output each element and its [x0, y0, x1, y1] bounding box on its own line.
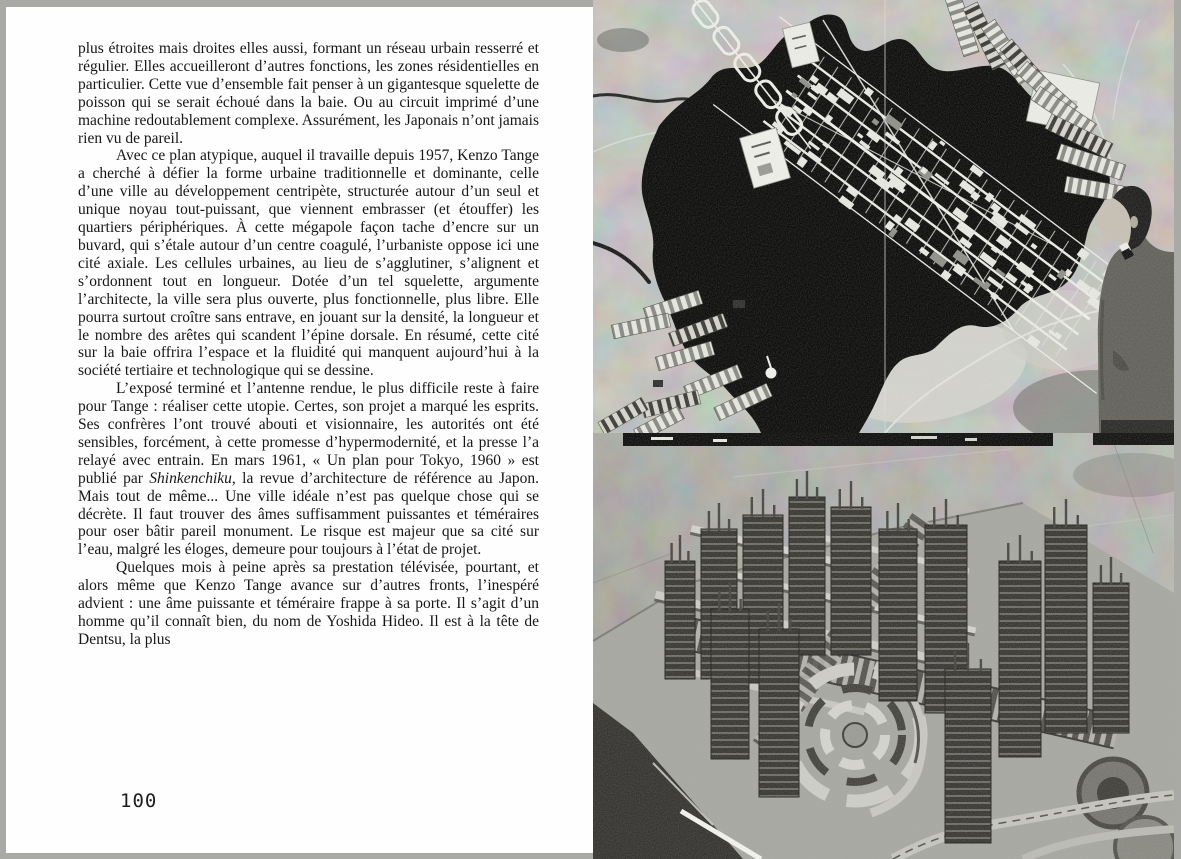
- paragraph: [78, 380, 539, 559]
- film-grain-overlay: [593, 433, 1174, 859]
- paragraph: Avec ce plan atypique, auquel il travaille depuis 1957, Kenzo Tange a cherché à défier la forme urbaine traditionnelle et dominante, celle d’une ville au développement centripète, structurée autour d’un seul et unique noyau tout-puissant, que viennent embrasser (et étouffer) les quartiers périphériques. À cette mégapole façon tache d’encre sur un buvard, qui s’étale autour d’un centre coagulé, l’urbaniste oppose ici une cité axiale. Les cellules urbaines, au lieu de s’agglutiner, s’alignent et s’ordonnent tout en longueur. Dotée d’un tel squelette, argumente l’architecte, la ville sera plus ouverte, plus fonctionnelle, plus libre. Elle pourra surtout croître sans entrave, en jouant sur la densité, la longueur et le nombre des arêtes qui scandent l’épine dorsale. En résumé, cette cité sur la baie offrira l’espace et la fluidité qui manquent aujourd’hui à la société tertiaire et technologique qui se dessine.: [78, 147, 539, 380]
- film-grain-overlay: [593, 0, 1174, 433]
- journal-title: Shinkenchiku: [149, 469, 232, 487]
- body-text: [78, 40, 539, 649]
- paragraph-text: L’exposé terminé et l’antenne rendue, le plus difficile reste à faire pour Tange : réaliser cette utopie. Certes, son projet a marqué les esprits. Ses confrères l’ont trouvé abouti et visionnaire, les autorités ont été sensibles, forcément, à cette promesse d’hypermodernité, et la presse l’a relayé avec entrain. En mars 1961, « Un plan pour Tokyo, 1960 » est publié par: [78, 380, 539, 487]
- page-number: 100: [120, 790, 158, 812]
- paragraph-text: , la revue d’architecture de référence au Japon. Mais tout de même... Une ville idéale n’est pas quelque chose qui se décrète. Il faut trouver des âmes suffisamment puissantes et téméraires pour oser bâtir pareil monument. Le risque est majeur que sa cité sur l’eau, malgré les éloges, demeure pour toujours à l’état de projet.: [78, 469, 539, 559]
- left-page: [6, 7, 593, 853]
- figure-plan-model-photo: [593, 433, 1174, 859]
- paragraph: plus étroites mais droites elles aussi, formant un réseau urbain resserré et régulier. Elles accueilleront d’autres fonctions, les zones résidentielles en particulier. Cette vue d’ensemble fait penser à un gigantesque squelette de poisson qui se serait échoué dans la baie. Ou au circuit imprimé d’une machine redoutablement complexe. Assurément, les Japonais n’ont jamais rien vu de pareil.: [78, 40, 539, 147]
- paragraph: Quelques mois à peine après sa prestation télévisée, pourtant, et alors même que Kenzo Tange avance sur d’autres fronts, l’inespéré advient : une âme puissante et téméraire frappe à sa porte. Il s’agit d’un homme qu’il connaît bien, du nom de Yoshida Hideo. Il est à la tête de Dentsu, la plus: [78, 559, 539, 648]
- right-page-figures: [593, 0, 1174, 859]
- figure-tokyo-plan-photomontage: [593, 0, 1174, 433]
